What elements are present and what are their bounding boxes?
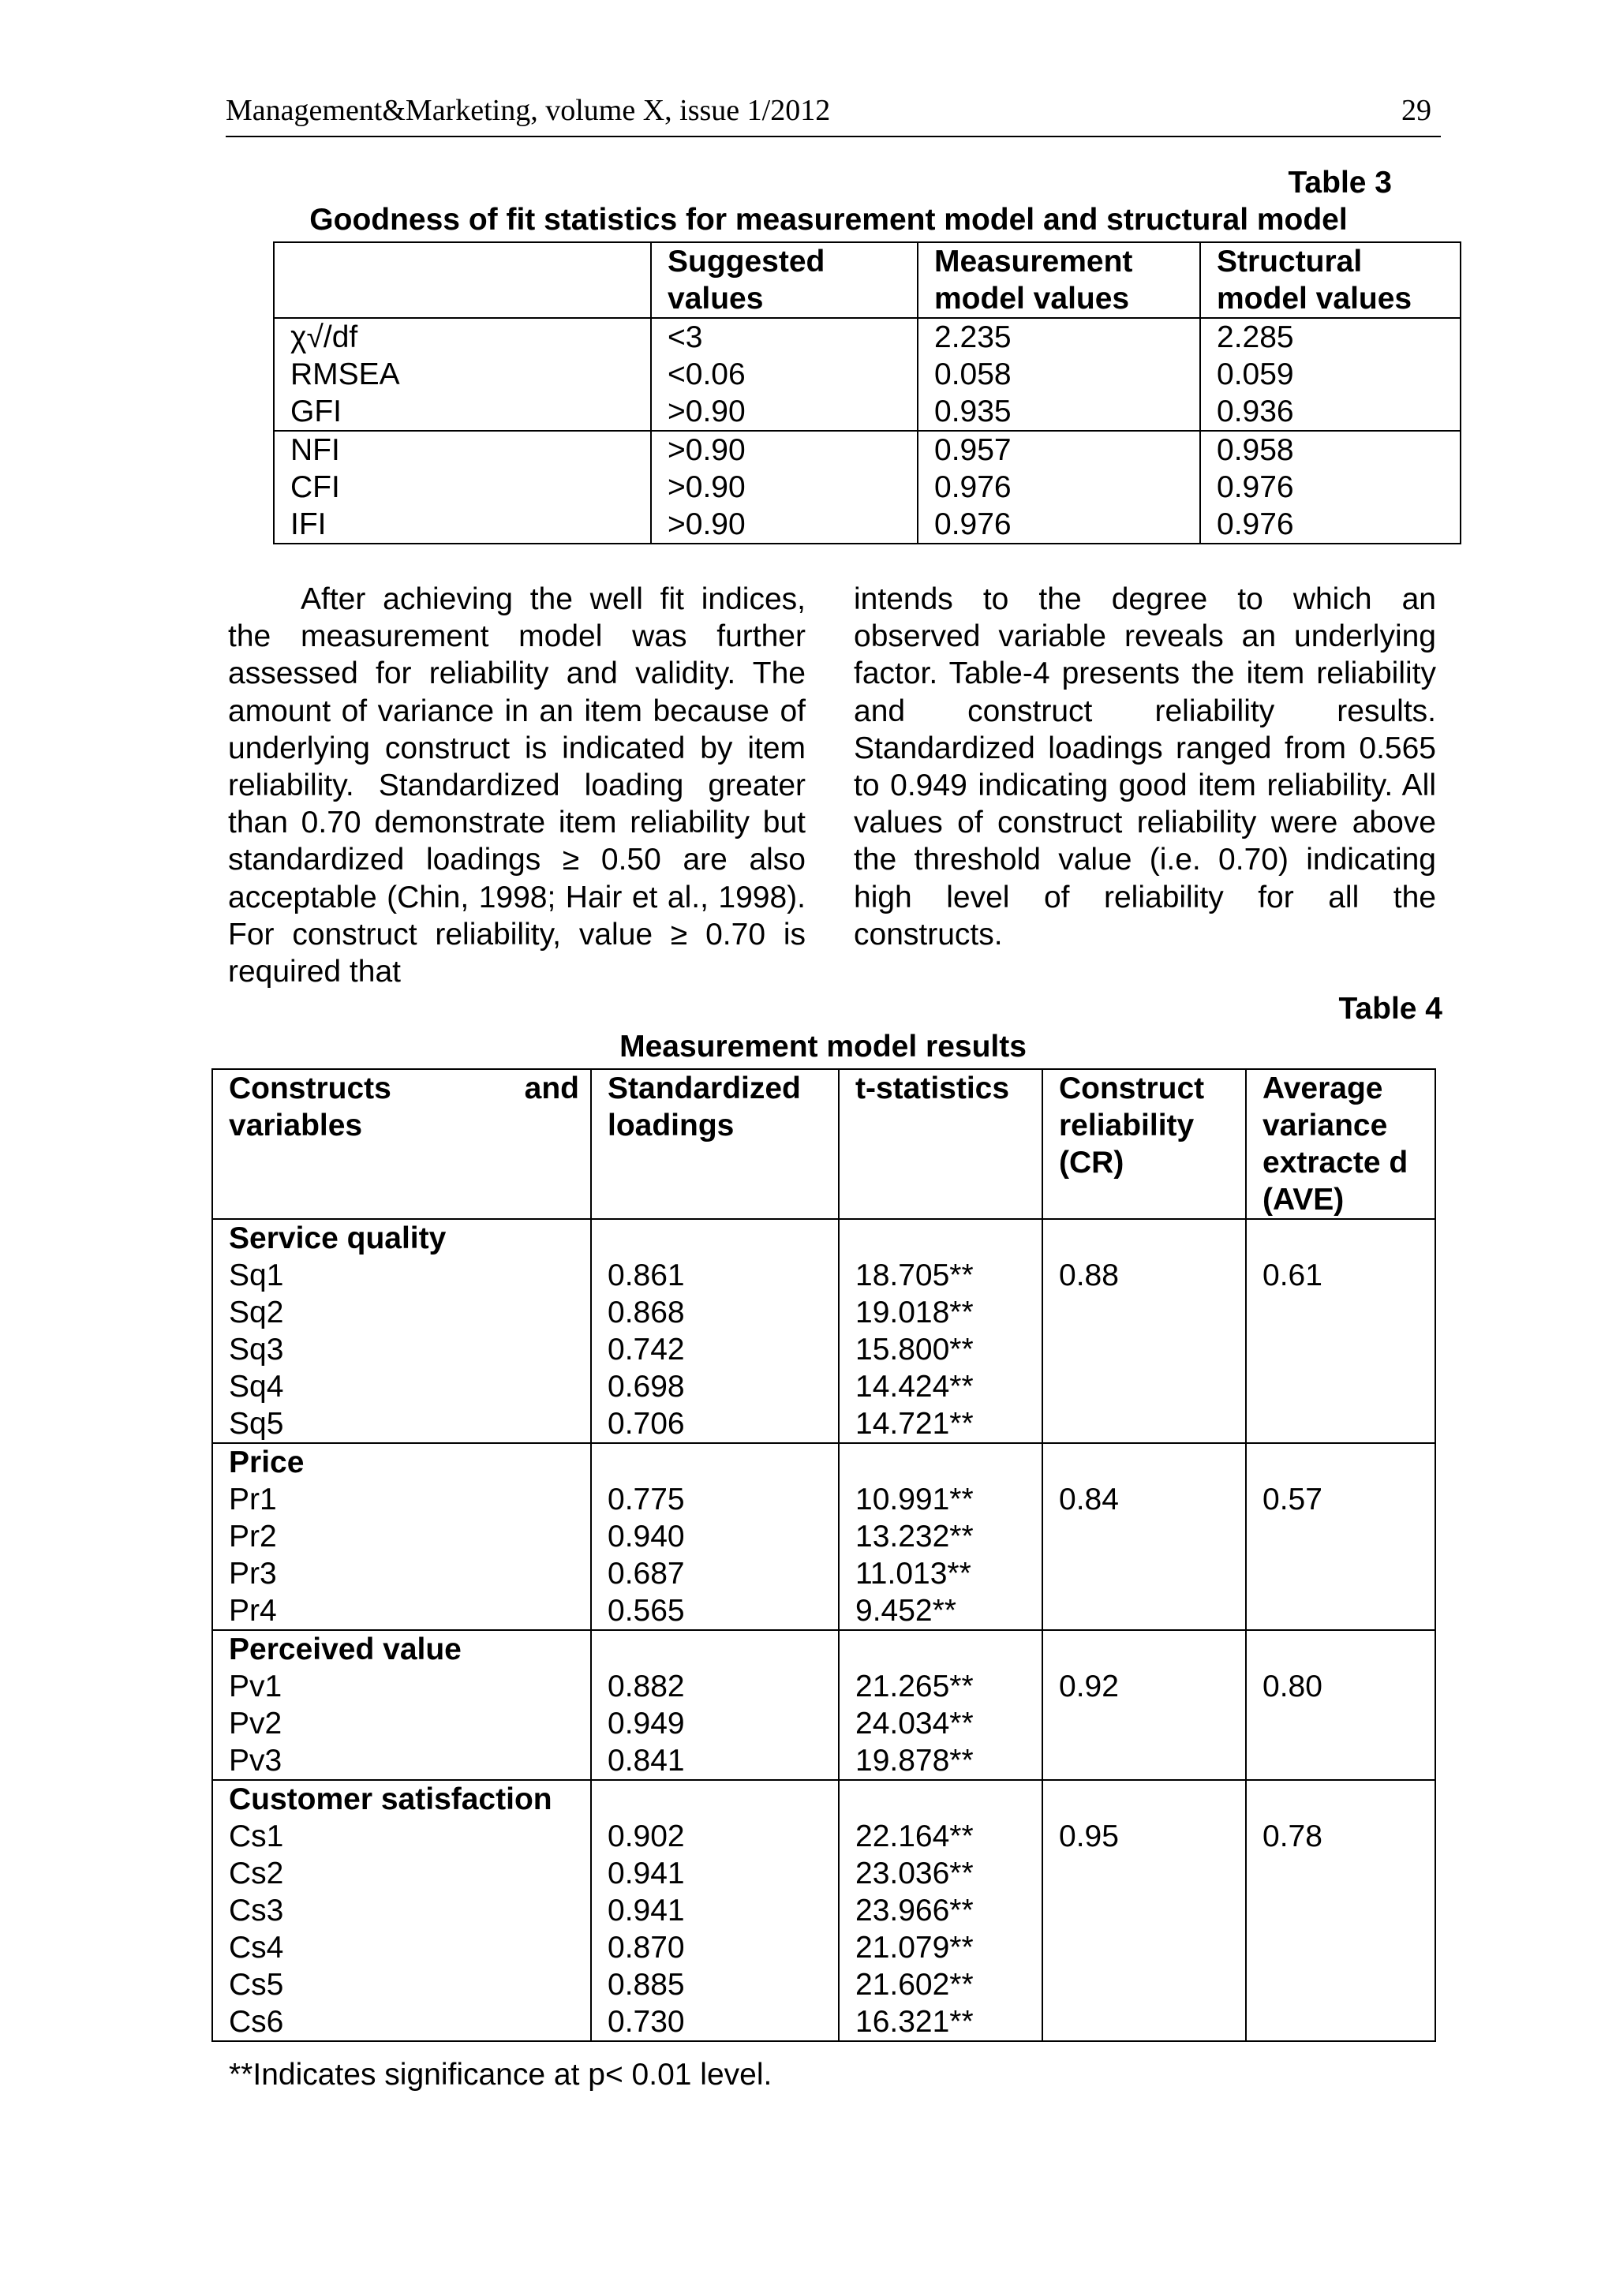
table3-cell-structural: 0.958 — [1200, 431, 1461, 469]
table4-header-constructs — [212, 1069, 591, 1219]
table3-cell-suggested: >0.90 — [651, 431, 918, 469]
t-statistic: 21.079** — [855, 1931, 974, 1965]
table4-cr-cell — [1042, 1780, 1246, 2041]
t-statistic: 15.800** — [855, 1333, 974, 1367]
spacer — [1059, 1781, 1234, 1818]
table3-label: Table 3 — [1288, 166, 1392, 200]
body-left-column — [228, 581, 806, 990]
table4-tstat-cell — [839, 1219, 1042, 1443]
table3-cell-suggested: >0.90 — [651, 393, 918, 431]
table4-variables-cell — [212, 1219, 591, 1443]
header-word-and: and — [524, 1071, 579, 1105]
table4-variables-cell — [212, 1630, 591, 1780]
variable-name: Cs4 — [229, 1931, 284, 1965]
spacer — [1262, 1220, 1423, 1257]
standardized-loading: 0.940 — [608, 1520, 685, 1554]
spacer — [855, 1444, 1031, 1481]
construct-name: Customer satisfaction — [229, 1782, 552, 1816]
table4-header-row — [212, 1069, 1435, 1219]
variable-name: Sq2 — [229, 1296, 284, 1329]
table3-cell-measurement: 0.976 — [918, 469, 1200, 506]
table4-footnote: **Indicates significance at p< 0.01 level. — [229, 2058, 772, 2092]
table3-title: Goodness of fit statistics for measurement model and structural model — [309, 203, 1348, 237]
table3-cell-structural: 0.059 — [1200, 356, 1461, 393]
table3-cell-suggested: <0.06 — [651, 356, 918, 393]
table3-cell-measurement: 0.058 — [918, 356, 1200, 393]
table4-header-c4: Construct reliability (CR) — [1042, 1069, 1246, 1219]
table3-cell-measurement: 2.235 — [918, 318, 1200, 356]
table3-cell-index: IFI — [274, 506, 651, 544]
standardized-loading: 0.949 — [608, 1707, 685, 1741]
table4-variables-cell — [212, 1443, 591, 1630]
table3-row — [274, 431, 1461, 469]
t-statistic: 22.164** — [855, 1819, 974, 1853]
spacer — [1262, 1444, 1423, 1481]
page-number: 29 — [1401, 94, 1431, 127]
t-statistic: 10.991** — [855, 1483, 974, 1516]
construct-name: Service quality — [229, 1221, 447, 1255]
table3-cell-measurement: 0.976 — [918, 506, 1200, 544]
table3-cell-structural: 2.285 — [1200, 318, 1461, 356]
paragraph-left: After achieving the well fit indices, the measurement model was further assessed for reliability and validity. The amount of variance in an item because of underlying construct is indicated by item reliability. Standardized loading greater than 0.70 demonstrate item reliability but standardized loadings ≥ 0.50 are also acceptable (Chin, 1998; Hair et al., 1998). For construct reliability, value ≥ 0.70 is required that — [228, 582, 806, 989]
t-statistic: 16.321** — [855, 2005, 974, 2039]
table3-cell-suggested: <3 — [651, 318, 918, 356]
standardized-loading: 0.941 — [608, 1894, 685, 1928]
variable-name: Cs2 — [229, 1857, 284, 1890]
table4-group-0 — [212, 1219, 1435, 1443]
t-statistic: 11.013** — [855, 1557, 971, 1591]
standardized-loading: 0.775 — [608, 1483, 685, 1516]
table4-ave-cell — [1246, 1780, 1435, 2041]
variable-name: Pv1 — [229, 1670, 282, 1703]
t-statistic: 19.878** — [855, 1744, 974, 1778]
standardized-loading: 0.902 — [608, 1819, 685, 1853]
table4-ave-cell — [1246, 1443, 1435, 1630]
table4-tstat-cell — [839, 1780, 1042, 2041]
table3-row — [274, 469, 1461, 506]
header-word-constructs: Constructs — [229, 1071, 391, 1105]
table3-row — [274, 318, 1461, 356]
table3-row — [274, 506, 1461, 544]
table3-header-cell: Measurement model values — [918, 242, 1200, 318]
variable-name: Pr4 — [229, 1594, 277, 1628]
table3-header-row — [274, 242, 1461, 318]
variable-name: Pr3 — [229, 1557, 277, 1591]
spacer — [608, 1444, 827, 1481]
spacer — [855, 1631, 1031, 1668]
t-statistic: 14.721** — [855, 1407, 974, 1441]
variable-name: Sq3 — [229, 1333, 284, 1367]
spacer — [608, 1631, 827, 1668]
table4-cr-cell — [1042, 1443, 1246, 1630]
table3-cell-suggested: >0.90 — [651, 469, 918, 506]
journal-title: Management&Marketing, volume X, issue 1/2012 — [226, 94, 831, 127]
table4-cr-cell — [1042, 1219, 1246, 1443]
table3-goodness-of-fit — [273, 241, 1461, 544]
standardized-loading: 0.742 — [608, 1333, 685, 1367]
table3-cell-index: CFI — [274, 469, 651, 506]
table3-cell-index: GFI — [274, 393, 651, 431]
spacer — [1059, 1444, 1234, 1481]
spacer — [608, 1781, 827, 1818]
variable-name: Cs3 — [229, 1894, 284, 1928]
spacer — [1262, 1631, 1423, 1668]
header-word-variables: variables — [229, 1109, 363, 1142]
t-statistic: 18.705** — [855, 1258, 974, 1292]
table4-label: Table 4 — [1338, 992, 1442, 1026]
spacer — [1059, 1220, 1234, 1257]
standardized-loading: 0.698 — [608, 1370, 685, 1404]
table3-header-cell: Suggested values — [651, 242, 918, 318]
standardized-loading: 0.941 — [608, 1857, 685, 1890]
spacer — [855, 1781, 1031, 1818]
variable-name: Cs6 — [229, 2005, 284, 2039]
table4-group-2 — [212, 1630, 1435, 1780]
body-right-column — [854, 581, 1436, 953]
t-statistic: 19.018** — [855, 1296, 974, 1329]
table3-cell-structural: 0.936 — [1200, 393, 1461, 431]
variable-name: Pr1 — [229, 1483, 277, 1516]
variable-name: Cs1 — [229, 1819, 284, 1853]
spacer — [1059, 1631, 1234, 1668]
standardized-loading: 0.706 — [608, 1407, 685, 1441]
standardized-loading: 0.870 — [608, 1931, 685, 1965]
t-statistic: 21.265** — [855, 1670, 974, 1703]
table4-measurement-results — [211, 1068, 1436, 2042]
table3-cell-structural: 0.976 — [1200, 506, 1461, 544]
construct-reliability: 0.84 — [1059, 1483, 1119, 1516]
paragraph-right: intends to the degree to which an observed variable reveals an underlying factor. Table-4 presents the item reliability and construct reliability results. Standardized loadings ranged from 0.565 to 0.949 indicating good item reliability. All values of construct reliability were above the threshold value (i.e. 0.70) indicating high level of reliability for all the constructs. — [854, 582, 1436, 952]
table4-variables-cell — [212, 1780, 591, 2041]
table3-cell-measurement: 0.935 — [918, 393, 1200, 431]
table4-header-c5: Average variance extracte d (AVE) — [1246, 1069, 1435, 1219]
table4-ave-cell — [1246, 1630, 1435, 1780]
table4-title: Measurement model results — [619, 1030, 1027, 1064]
table4-ave-cell — [1246, 1219, 1435, 1443]
table3-cell-suggested: >0.90 — [651, 506, 918, 544]
t-statistic: 13.232** — [855, 1520, 974, 1554]
standardized-loading: 0.565 — [608, 1594, 685, 1628]
t-statistic: 14.424** — [855, 1370, 974, 1404]
variable-name: Sq5 — [229, 1407, 284, 1441]
spacer — [855, 1220, 1031, 1257]
t-statistic: 9.452** — [855, 1594, 956, 1628]
variable-name: Sq4 — [229, 1370, 284, 1404]
table4-loadings-cell — [591, 1780, 839, 2041]
table4-tstat-cell — [839, 1443, 1042, 1630]
standardized-loading: 0.882 — [608, 1670, 685, 1703]
table4-cr-cell — [1042, 1630, 1246, 1780]
standardized-loading: 0.687 — [608, 1557, 685, 1591]
average-variance-extracted: 0.78 — [1262, 1819, 1322, 1853]
t-statistic: 24.034** — [855, 1707, 974, 1741]
average-variance-extracted: 0.80 — [1262, 1670, 1322, 1703]
standardized-loading: 0.861 — [608, 1258, 685, 1292]
construct-name: Perceived value — [229, 1632, 462, 1666]
table4-group-3 — [212, 1780, 1435, 2041]
table3-cell-measurement: 0.957 — [918, 431, 1200, 469]
table4-loadings-cell — [591, 1630, 839, 1780]
table4-tstat-cell — [839, 1630, 1042, 1780]
table4-header-c2: Standardized loadings — [591, 1069, 839, 1219]
t-statistic: 23.966** — [855, 1894, 974, 1928]
standardized-loading: 0.868 — [608, 1296, 685, 1329]
table4-loadings-cell — [591, 1443, 839, 1630]
t-statistic: 23.036** — [855, 1857, 974, 1890]
construct-reliability: 0.95 — [1059, 1819, 1119, 1853]
table3-cell-index: RMSEA — [274, 356, 651, 393]
spacer — [1262, 1781, 1423, 1818]
table4-loadings-cell — [591, 1219, 839, 1443]
variable-name: Pv2 — [229, 1707, 282, 1741]
construct-name: Price — [229, 1445, 305, 1479]
table4-header-c3: t-statistics — [839, 1069, 1042, 1219]
standardized-loading: 0.841 — [608, 1744, 685, 1778]
t-statistic: 21.602** — [855, 1968, 974, 2002]
table3-cell-structural: 0.976 — [1200, 469, 1461, 506]
table3-header-cell: Structural model values — [1200, 242, 1461, 318]
table3-row — [274, 393, 1461, 431]
running-header — [226, 93, 1441, 137]
variable-name: Sq1 — [229, 1258, 284, 1292]
variable-name: Pr2 — [229, 1520, 277, 1554]
table3-cell-index: NFI — [274, 431, 651, 469]
average-variance-extracted: 0.61 — [1262, 1258, 1322, 1292]
table4-header-constructs-line — [229, 1070, 579, 1107]
standardized-loading: 0.730 — [608, 2005, 685, 2039]
spacer — [608, 1220, 827, 1257]
table3-cell-index: χ√/df — [274, 318, 651, 356]
variable-name: Cs5 — [229, 1968, 284, 2002]
variable-name: Pv3 — [229, 1744, 282, 1778]
table4-group-1 — [212, 1443, 1435, 1630]
table3-row — [274, 356, 1461, 393]
standardized-loading: 0.885 — [608, 1968, 685, 2002]
construct-reliability: 0.88 — [1059, 1258, 1119, 1292]
construct-reliability: 0.92 — [1059, 1670, 1119, 1703]
table3-header-cell — [274, 242, 651, 318]
average-variance-extracted: 0.57 — [1262, 1483, 1322, 1516]
